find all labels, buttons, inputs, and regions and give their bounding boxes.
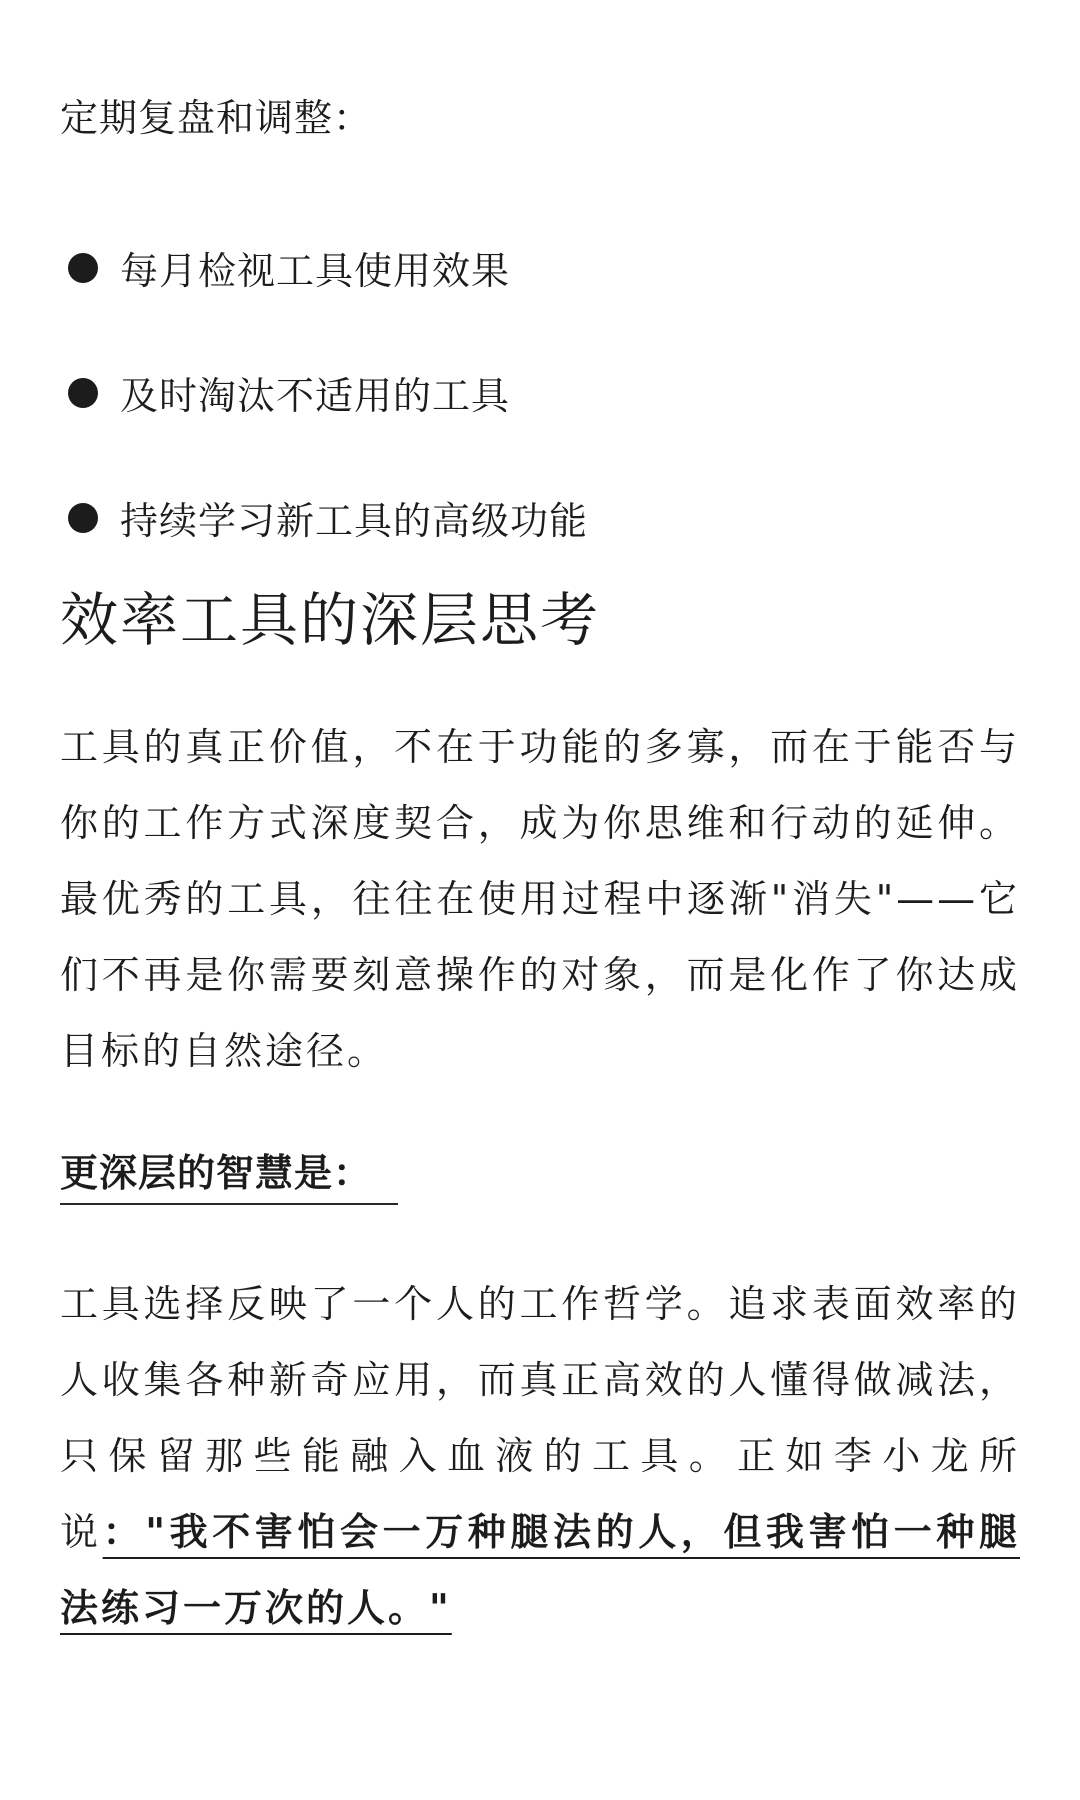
quote-text: ："我不害怕会一万种腿法的人，但我害怕一种腿法练习一万次的人。": [60, 1510, 1020, 1630]
bullet-dot-icon: [68, 253, 98, 283]
section-heading: 效率工具的深层思考: [60, 586, 601, 654]
list-item: [60, 455, 588, 580]
sub-heading: 更深层的智慧是：: [60, 1143, 398, 1205]
bullet-dot-icon: [68, 503, 98, 533]
list-item: [60, 205, 588, 330]
section-paragraph-2: [60, 1266, 1020, 1646]
paragraph-2-text: 工具选择反映了一个人的工作哲学。追求表面效率的人收集各种新奇应用，而真正高效的人懂得做减法，只保留那些能融入血液的工具。正如李小龙所说: [60, 1282, 1020, 1554]
section-paragraph: 工具的真正价值，不在于功能的多寡，而在于能否与你的工作方式深度契合，成为你思维和行动的延伸。最优秀的工具，往往在使用过程中逐渐"消失"——它们不再是你需要刻意操作的对象，而是化作了你达成目标的自然途径。: [60, 725, 1020, 1073]
bullet-dot-icon: [68, 378, 98, 408]
list-item-text: 持续学习新工具的高级功能: [120, 499, 589, 543]
list-item-text: 及时淘汰不适用的工具: [120, 374, 511, 418]
list-item: [60, 330, 588, 455]
review-list: [60, 205, 588, 580]
review-title: 定期复盘和调整：: [60, 96, 373, 140]
list-item-text: 每月检视工具使用效果: [120, 249, 511, 293]
